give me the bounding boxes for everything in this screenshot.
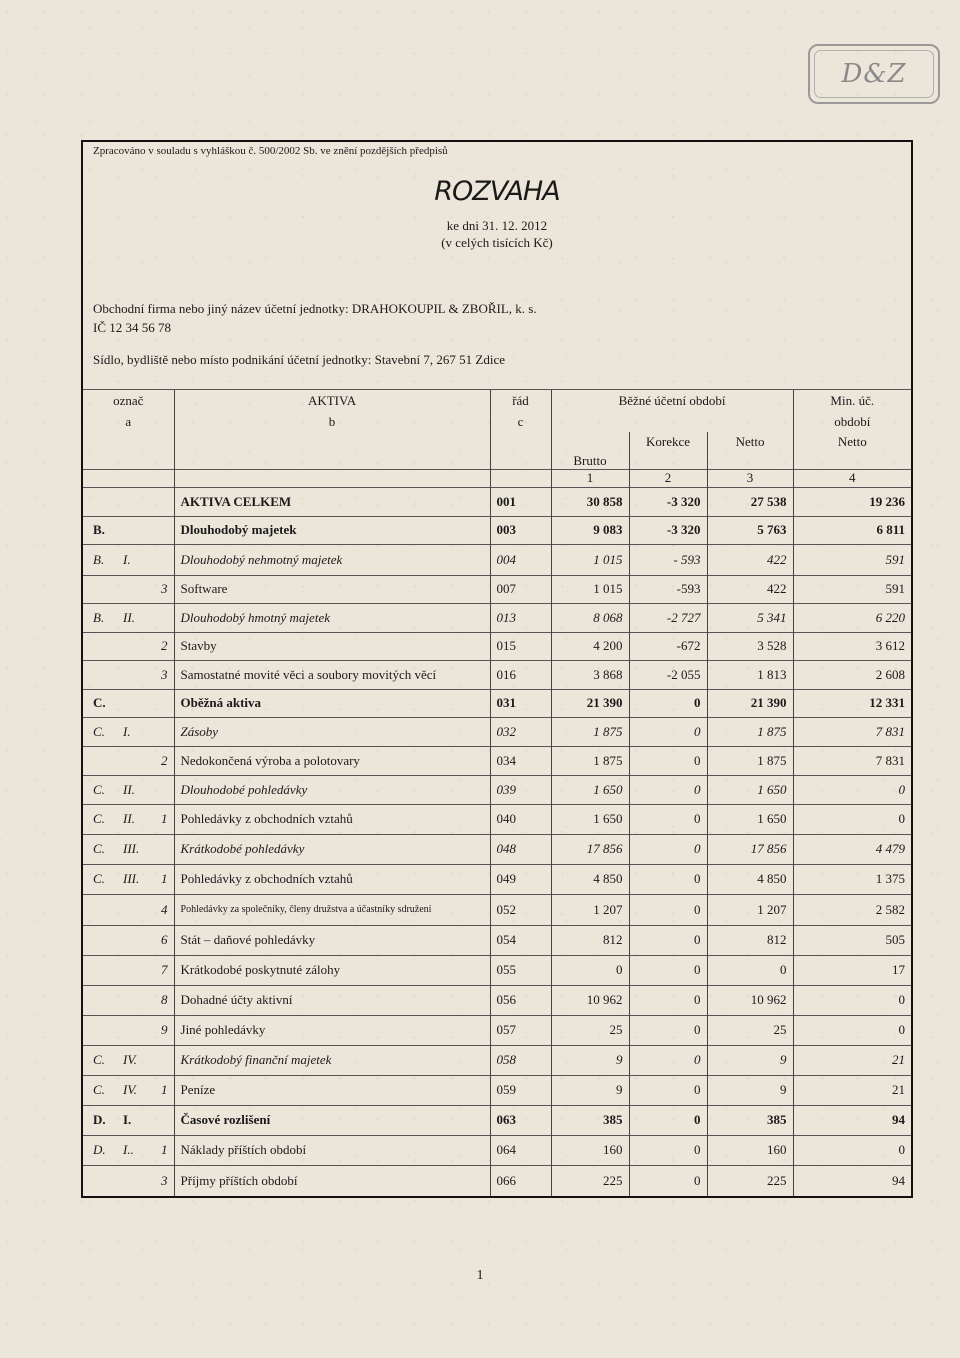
value-brutto: 1 875 xyxy=(551,717,629,746)
value-netto: 0 xyxy=(707,955,793,985)
value-netto-previous: 0 xyxy=(793,1015,911,1045)
mark-level-3: 9 xyxy=(149,1015,174,1045)
col-label-b: b xyxy=(174,413,490,432)
value-netto-previous: 6 811 xyxy=(793,516,911,544)
mark-level-1 xyxy=(83,955,117,985)
value-korekce: -2 727 xyxy=(629,603,707,632)
value-netto-previous: 591 xyxy=(793,544,911,575)
legal-note: Zpracováno v souladu s vyhláškou č. 500/2002 Sb. ve znění pozdějších předpisů xyxy=(93,145,448,157)
line-number: 016 xyxy=(490,660,551,689)
line-number: 052 xyxy=(490,894,551,925)
col-header-rad: řád xyxy=(490,390,551,413)
table-row xyxy=(83,575,911,603)
table-row xyxy=(83,834,911,864)
value-korekce: 0 xyxy=(629,1045,707,1075)
value-brutto: 9 xyxy=(551,1045,629,1075)
line-number: 015 xyxy=(490,632,551,660)
value-korekce: 0 xyxy=(629,894,707,925)
mark-level-3: 3 xyxy=(149,575,174,603)
mark-level-3 xyxy=(149,775,174,804)
col-number-1: 1 xyxy=(551,469,629,487)
mark-level-2 xyxy=(117,925,149,955)
table-row xyxy=(83,985,911,1015)
value-netto-previous: 1 375 xyxy=(793,864,911,894)
value-netto-previous: 7 831 xyxy=(793,717,911,746)
mark-level-1 xyxy=(83,487,117,516)
value-korekce: 0 xyxy=(629,775,707,804)
item-name: Příjmy příštích období xyxy=(174,1165,490,1196)
mark-level-1: B. xyxy=(83,603,117,632)
value-netto-previous: 94 xyxy=(793,1105,911,1135)
value-brutto: 812 xyxy=(551,925,629,955)
value-netto-previous: 6 220 xyxy=(793,603,911,632)
mark-level-2 xyxy=(117,660,149,689)
line-number: 059 xyxy=(490,1075,551,1105)
header-row xyxy=(83,453,911,470)
value-korekce: 0 xyxy=(629,955,707,985)
mark-level-1: C. xyxy=(83,1075,117,1105)
mark-level-1: C. xyxy=(83,689,117,717)
col-header-min: Min. úč. xyxy=(793,390,911,413)
value-netto-previous: 21 xyxy=(793,1075,911,1105)
mark-level-1 xyxy=(83,1015,117,1045)
line-number: 007 xyxy=(490,575,551,603)
value-brutto: 8 068 xyxy=(551,603,629,632)
line-number: 004 xyxy=(490,544,551,575)
col-label-obdobi: období xyxy=(793,413,911,432)
mark-level-2 xyxy=(117,746,149,775)
header-row xyxy=(83,390,911,413)
value-korekce: -2 055 xyxy=(629,660,707,689)
value-netto: 10 962 xyxy=(707,985,793,1015)
value-netto: 1 813 xyxy=(707,660,793,689)
mark-level-2: I. xyxy=(117,717,149,746)
mark-level-3: 1 xyxy=(149,864,174,894)
col-label-korekce: Korekce xyxy=(629,432,707,453)
table-row xyxy=(83,864,911,894)
mark-level-1: C. xyxy=(83,834,117,864)
mark-level-2 xyxy=(117,955,149,985)
item-name: Krátkodobý finanční majetek xyxy=(174,1045,490,1075)
value-netto: 385 xyxy=(707,1105,793,1135)
table-row xyxy=(83,1075,911,1105)
value-korekce: 0 xyxy=(629,1075,707,1105)
value-netto-previous: 2 582 xyxy=(793,894,911,925)
mark-level-3: 1 xyxy=(149,1075,174,1105)
col-label-brutto: Brutto xyxy=(551,453,629,470)
line-number: 040 xyxy=(490,804,551,834)
mark-level-3: 8 xyxy=(149,985,174,1015)
table-row xyxy=(83,1045,911,1075)
value-korekce: 0 xyxy=(629,1165,707,1196)
mark-level-3 xyxy=(149,717,174,746)
header-row xyxy=(83,432,911,453)
mark-level-2: III. xyxy=(117,864,149,894)
company-logo xyxy=(808,44,940,104)
company-address: Sídlo, bydliště nebo místo podnikání účetní jednotky: Stavební 7, 267 51 Zdice xyxy=(93,352,505,367)
line-number: 034 xyxy=(490,746,551,775)
col-header-bezne: Běžné účetní období xyxy=(551,390,793,413)
item-name: Peníze xyxy=(174,1075,490,1105)
value-korekce: - 593 xyxy=(629,544,707,575)
table-row xyxy=(83,894,911,925)
value-korekce: 0 xyxy=(629,717,707,746)
value-brutto: 0 xyxy=(551,955,629,985)
mark-level-1: C. xyxy=(83,775,117,804)
table-row xyxy=(83,804,911,834)
value-netto: 1 650 xyxy=(707,775,793,804)
line-number: 063 xyxy=(490,1105,551,1135)
value-netto: 27 538 xyxy=(707,487,793,516)
table-row xyxy=(83,1105,911,1135)
value-korekce: -672 xyxy=(629,632,707,660)
mark-level-1 xyxy=(83,1165,117,1196)
mark-level-2 xyxy=(117,1015,149,1045)
item-name: Dlouhodobý hmotný majetek xyxy=(174,603,490,632)
item-name: Náklady příštích období xyxy=(174,1135,490,1165)
value-netto-previous: 0 xyxy=(793,1135,911,1165)
item-name: Jiné pohledávky xyxy=(174,1015,490,1045)
line-number: 066 xyxy=(490,1165,551,1196)
mark-level-2: II. xyxy=(117,775,149,804)
value-netto: 225 xyxy=(707,1165,793,1196)
table-row xyxy=(83,544,911,575)
item-name: Krátkodobé pohledávky xyxy=(174,834,490,864)
value-brutto: 4 850 xyxy=(551,864,629,894)
item-name: Pohledávky z obchodních vztahů xyxy=(174,804,490,834)
mark-level-3 xyxy=(149,1045,174,1075)
mark-level-3: 2 xyxy=(149,746,174,775)
mark-level-2: III. xyxy=(117,834,149,864)
line-number: 032 xyxy=(490,717,551,746)
mark-level-3: 3 xyxy=(149,660,174,689)
value-brutto: 9 083 xyxy=(551,516,629,544)
value-netto: 422 xyxy=(707,544,793,575)
value-netto: 1 207 xyxy=(707,894,793,925)
col-label-netto: Netto xyxy=(707,432,793,453)
mark-level-3 xyxy=(149,516,174,544)
value-brutto: 1 207 xyxy=(551,894,629,925)
header-row xyxy=(83,469,911,487)
value-netto-previous: 0 xyxy=(793,985,911,1015)
value-brutto: 1 875 xyxy=(551,746,629,775)
line-number: 039 xyxy=(490,775,551,804)
table-row xyxy=(83,603,911,632)
value-netto-previous: 0 xyxy=(793,804,911,834)
value-brutto: 1 650 xyxy=(551,775,629,804)
mark-level-1 xyxy=(83,925,117,955)
mark-level-3 xyxy=(149,1105,174,1135)
mark-level-3 xyxy=(149,603,174,632)
mark-level-3: 3 xyxy=(149,1165,174,1196)
mark-level-2 xyxy=(117,575,149,603)
mark-level-1: C. xyxy=(83,717,117,746)
mark-level-1 xyxy=(83,985,117,1015)
value-netto: 4 850 xyxy=(707,864,793,894)
mark-level-1: C. xyxy=(83,1045,117,1075)
col-number-4: 4 xyxy=(793,469,911,487)
item-name: Časové rozlišení xyxy=(174,1105,490,1135)
table-row xyxy=(83,925,911,955)
mark-level-1: B. xyxy=(83,516,117,544)
line-number: 031 xyxy=(490,689,551,717)
table-row xyxy=(83,660,911,689)
value-netto-previous: 94 xyxy=(793,1165,911,1196)
mark-level-2: II. xyxy=(117,603,149,632)
mark-level-2: I.. xyxy=(117,1135,149,1165)
document-title: ROZVAHA xyxy=(434,176,560,207)
value-korekce: 0 xyxy=(629,746,707,775)
item-name: Software xyxy=(174,575,490,603)
table-row xyxy=(83,955,911,985)
col-number-2: 2 xyxy=(629,469,707,487)
value-korekce: -3 320 xyxy=(629,516,707,544)
line-number: 048 xyxy=(490,834,551,864)
value-korekce: 0 xyxy=(629,1105,707,1135)
value-netto: 812 xyxy=(707,925,793,955)
line-number: 057 xyxy=(490,1015,551,1045)
value-korekce: -593 xyxy=(629,575,707,603)
item-name: Dlouhodobý nehmotný majetek xyxy=(174,544,490,575)
value-netto-previous: 17 xyxy=(793,955,911,985)
col-label-c: c xyxy=(490,413,551,432)
mark-level-1 xyxy=(83,575,117,603)
value-netto: 21 390 xyxy=(707,689,793,717)
value-netto-previous: 505 xyxy=(793,925,911,955)
item-name: Oběžná aktiva xyxy=(174,689,490,717)
value-brutto: 17 856 xyxy=(551,834,629,864)
mark-level-2: IV. xyxy=(117,1075,149,1105)
value-brutto: 385 xyxy=(551,1105,629,1135)
balance-date: ke dni 31. 12. 2012 xyxy=(446,218,548,233)
item-name: Pohledávky za společníky, členy družstva a účastníky sdružení xyxy=(174,894,490,925)
logo-monogram: D&Z xyxy=(841,59,907,89)
value-korekce: 0 xyxy=(629,985,707,1015)
mark-level-1: D. xyxy=(83,1135,117,1165)
mark-level-3: 6 xyxy=(149,925,174,955)
value-brutto: 30 858 xyxy=(551,487,629,516)
mark-level-1: B. xyxy=(83,544,117,575)
item-name: Dlouhodobý majetek xyxy=(174,516,490,544)
mark-level-2 xyxy=(117,487,149,516)
value-netto: 17 856 xyxy=(707,834,793,864)
value-brutto: 160 xyxy=(551,1135,629,1165)
company-name: Obchodní firma nebo jiný název účetní jednotky: DRAHOKOUPIL & ZBOŘIL, k. s. xyxy=(93,301,537,316)
value-brutto: 1 015 xyxy=(551,544,629,575)
value-netto: 5 341 xyxy=(707,603,793,632)
col-number-3: 3 xyxy=(707,469,793,487)
mark-level-3: 1 xyxy=(149,1135,174,1165)
value-netto-previous: 3 612 xyxy=(793,632,911,660)
mark-level-1: C. xyxy=(83,864,117,894)
mark-level-1: D. xyxy=(83,1105,117,1135)
value-brutto: 9 xyxy=(551,1075,629,1105)
item-name: Dlouhodobé pohledávky xyxy=(174,775,490,804)
item-name: AKTIVA CELKEM xyxy=(174,487,490,516)
value-netto: 5 763 xyxy=(707,516,793,544)
value-korekce: 0 xyxy=(629,689,707,717)
assets-table xyxy=(83,389,911,1196)
mark-level-2 xyxy=(117,894,149,925)
mark-level-2 xyxy=(117,689,149,717)
mark-level-2 xyxy=(117,985,149,1015)
value-netto: 1 875 xyxy=(707,746,793,775)
mark-level-2: I. xyxy=(117,1105,149,1135)
value-brutto: 25 xyxy=(551,1015,629,1045)
table-row xyxy=(83,516,911,544)
line-number: 055 xyxy=(490,955,551,985)
header-row xyxy=(83,413,911,432)
mark-level-3: 2 xyxy=(149,632,174,660)
mark-level-3 xyxy=(149,689,174,717)
table-row xyxy=(83,1165,911,1196)
value-korekce: 0 xyxy=(629,925,707,955)
value-netto-previous: 4 479 xyxy=(793,834,911,864)
item-name: Nedokončená výroba a polotovary xyxy=(174,746,490,775)
page-number: 1 xyxy=(476,1268,484,1283)
value-netto: 160 xyxy=(707,1135,793,1165)
value-korekce: 0 xyxy=(629,1015,707,1045)
table-row xyxy=(83,487,911,516)
mark-level-2 xyxy=(117,516,149,544)
value-brutto: 225 xyxy=(551,1165,629,1196)
value-netto-previous: 19 236 xyxy=(793,487,911,516)
value-netto: 3 528 xyxy=(707,632,793,660)
currency-units: (v celých tisících Kč) xyxy=(441,235,553,250)
value-netto: 422 xyxy=(707,575,793,603)
line-number: 054 xyxy=(490,925,551,955)
value-netto: 9 xyxy=(707,1045,793,1075)
value-korekce: 0 xyxy=(629,834,707,864)
value-brutto: 1 650 xyxy=(551,804,629,834)
mark-level-3: 7 xyxy=(149,955,174,985)
value-brutto: 4 200 xyxy=(551,632,629,660)
value-netto-previous: 12 331 xyxy=(793,689,911,717)
item-name: Dohadné účty aktivní xyxy=(174,985,490,1015)
item-name: Samostatné movité věci a soubory movitých věcí xyxy=(174,660,490,689)
value-brutto: 10 962 xyxy=(551,985,629,1015)
mark-level-2: IV. xyxy=(117,1045,149,1075)
line-number: 064 xyxy=(490,1135,551,1165)
col-header-aktiva: AKTIVA xyxy=(174,390,490,413)
mark-level-1 xyxy=(83,894,117,925)
table-row xyxy=(83,775,911,804)
table-row xyxy=(83,632,911,660)
mark-level-3 xyxy=(149,487,174,516)
table-row xyxy=(83,1135,911,1165)
value-netto-previous: 2 608 xyxy=(793,660,911,689)
table-row xyxy=(83,689,911,717)
mark-level-1 xyxy=(83,746,117,775)
mark-level-2: II. xyxy=(117,804,149,834)
mark-level-3 xyxy=(149,834,174,864)
value-netto: 1 875 xyxy=(707,717,793,746)
line-number: 001 xyxy=(490,487,551,516)
value-netto: 1 650 xyxy=(707,804,793,834)
mark-level-2 xyxy=(117,1165,149,1196)
line-number: 056 xyxy=(490,985,551,1015)
table-row xyxy=(83,1015,911,1045)
value-korekce: 0 xyxy=(629,804,707,834)
mark-level-3: 1 xyxy=(149,804,174,834)
line-number: 003 xyxy=(490,516,551,544)
mark-level-1 xyxy=(83,660,117,689)
mark-level-3 xyxy=(149,544,174,575)
value-netto-previous: 591 xyxy=(793,575,911,603)
value-netto: 25 xyxy=(707,1015,793,1045)
item-name: Krátkodobé poskytnuté zálohy xyxy=(174,955,490,985)
value-korekce: 0 xyxy=(629,864,707,894)
balance-sheet xyxy=(81,140,913,1198)
table-row xyxy=(83,717,911,746)
value-netto-previous: 21 xyxy=(793,1045,911,1075)
table-row xyxy=(83,746,911,775)
item-name: Zásoby xyxy=(174,717,490,746)
col-label-a: a xyxy=(125,414,132,429)
mark-level-3: 4 xyxy=(149,894,174,925)
value-korekce: 0 xyxy=(629,1135,707,1165)
line-number: 013 xyxy=(490,603,551,632)
value-netto: 9 xyxy=(707,1075,793,1105)
col-header-oznac: označ xyxy=(83,390,174,413)
value-brutto: 21 390 xyxy=(551,689,629,717)
line-number: 049 xyxy=(490,864,551,894)
mark-level-1: C. xyxy=(83,804,117,834)
mark-level-2: I. xyxy=(117,544,149,575)
value-netto-previous: 7 831 xyxy=(793,746,911,775)
value-brutto: 1 015 xyxy=(551,575,629,603)
company-id: IČ 12 34 56 78 xyxy=(93,320,171,335)
value-netto-previous: 0 xyxy=(793,775,911,804)
mark-level-1 xyxy=(83,632,117,660)
value-brutto: 3 868 xyxy=(551,660,629,689)
col-label-netto-min: Netto xyxy=(793,432,911,453)
item-name: Pohledávky z obchodních vztahů xyxy=(174,864,490,894)
item-name: Stavby xyxy=(174,632,490,660)
mark-level-2 xyxy=(117,632,149,660)
item-name: Stát – daňové pohledávky xyxy=(174,925,490,955)
line-number: 058 xyxy=(490,1045,551,1075)
value-korekce: -3 320 xyxy=(629,487,707,516)
